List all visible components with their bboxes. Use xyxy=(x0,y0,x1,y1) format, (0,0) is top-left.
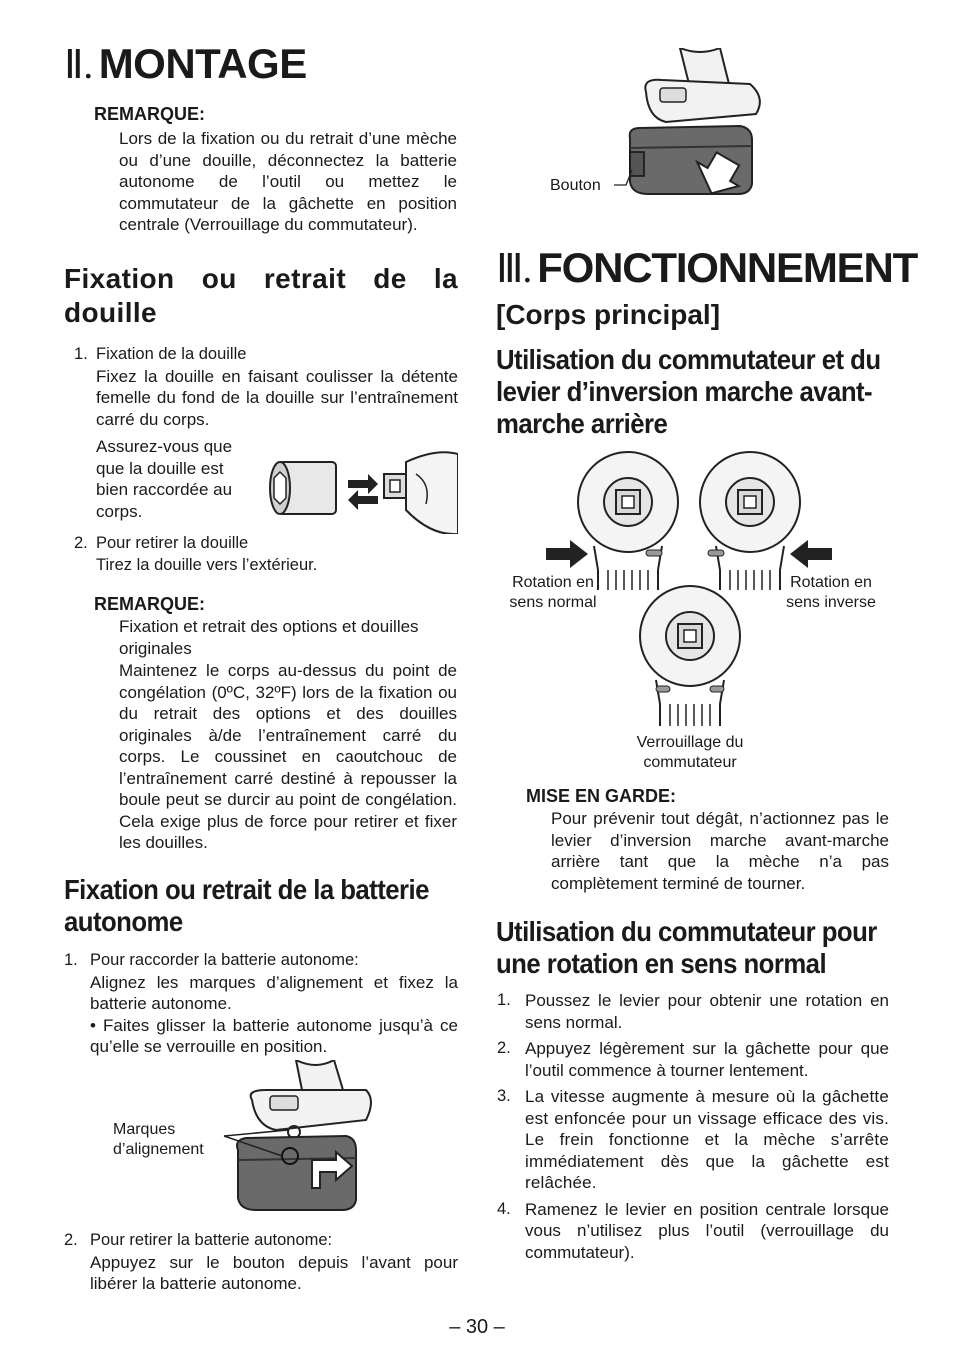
roman-numeral: Ⅲ. xyxy=(496,246,532,291)
douille-list-1 xyxy=(74,344,458,430)
assurez-text: Assurez-vous que que la douille est bien raccordée au corps. xyxy=(96,437,233,521)
heading-commutateur: Utilisation du commutateur et du levier d’inversion marche avant-marche arrière xyxy=(496,344,881,439)
section-title-montage xyxy=(64,40,484,88)
list-item xyxy=(64,950,458,1058)
tool-lock-icon xyxy=(640,586,740,726)
label-rotation-inverse: Rotation en sens inverse xyxy=(786,574,876,611)
item-text: Poussez le levier pour obtenir une rotation en sens normal. xyxy=(525,991,889,1032)
remarque-label: REMARQUE: xyxy=(94,104,205,124)
label-verrouillage: Verrouillage du commutateur xyxy=(636,734,744,771)
list-item xyxy=(497,1038,889,1081)
item-text: Alignez les marques d’alignement et fixez la batterie autonome. xyxy=(90,972,458,1013)
item-text: Appuyez sur le bouton depuis l’avant pour libérer la batterie autonome. xyxy=(90,1252,458,1293)
heading-rotation-normal: Utilisation du commutateur pour une rotation en sens normal xyxy=(496,916,877,979)
list-item xyxy=(497,990,889,1033)
item-title: Pour retirer la douille xyxy=(96,534,249,552)
title-text: MONTAGE xyxy=(98,40,307,87)
mise-en-garde-text: Pour prévenir tout dégât, n’actionnez pas le levier d’inversion marche avant-marche arrière tant que la mèche n’a pas complètement terminé de tourner. xyxy=(551,809,889,893)
list-item xyxy=(64,1230,458,1295)
section-title-fonctionnement xyxy=(496,244,916,292)
item-text: Tirez la douille vers l’extérieur. xyxy=(96,555,318,574)
list-number: 2. xyxy=(497,1039,511,1057)
item-text: Fixez la douille en faisant coulisser la détente femelle du fond de la douille sur l’entraînement carré du corps. xyxy=(96,366,458,429)
normal-list xyxy=(497,990,889,1263)
remarque-text-p1: Fixation et retrait des options et douilles originales xyxy=(119,617,419,658)
title-text: FONCTIONNEMENT xyxy=(537,244,918,291)
list-number: 3. xyxy=(497,1087,511,1105)
remarque-label-2: REMARQUE: xyxy=(94,594,205,614)
socket-illustration xyxy=(266,444,458,534)
battery-attach-illustration xyxy=(216,1060,386,1220)
batterie-list-1 xyxy=(64,950,458,1058)
item-bullet: • Faites glisser la batterie autonome jusqu’à ce qu’elle se verrouille en position. xyxy=(90,1015,458,1056)
list-number: 2. xyxy=(64,1231,78,1249)
list-item xyxy=(74,344,458,430)
list-item xyxy=(497,1086,889,1194)
list-number: 4. xyxy=(497,1199,511,1218)
heading-batterie: Fixation ou retrait de la batterie autonome xyxy=(64,874,429,937)
page-number: – 30 – xyxy=(449,1316,505,1338)
remarque-text: Lors de la fixation ou du retrait d’une mèche ou d’une douille, déconnectez la batterie autonome de l’outil ou mettez le commutateur de la gâchette en position centrale (Verrouillage du commutateur). xyxy=(119,129,457,234)
item-text: La vitesse augmente à mesure où la gâchette est enfoncée pour un vissage efficace des vis. Le frein fonctionne et la mèche s’arrête immédiatement dès que la gâchette est relâchée. xyxy=(525,1087,889,1192)
marques-label: Marques d’alignement xyxy=(113,1121,204,1158)
label-rotation-normal: Rotation en sens normal xyxy=(509,574,597,611)
mise-en-garde-label: MISE EN GARDE: xyxy=(526,786,677,806)
battery-remove-illustration xyxy=(620,48,770,204)
douille-list-2 xyxy=(74,533,458,576)
roman-numeral: Ⅱ. xyxy=(64,42,93,87)
list-item xyxy=(497,1199,889,1264)
item-title: Pour raccorder la batterie autonome: xyxy=(90,951,359,969)
list-number: 1. xyxy=(64,951,78,969)
tool-inverse-icon xyxy=(700,452,832,590)
list-item xyxy=(74,533,458,576)
item-text: Ramenez le levier en position centrale lorsque vous n’utilisez plus l’outil (verrouillage du commutateur). xyxy=(525,1199,889,1262)
bouton-label: Bouton xyxy=(550,177,601,194)
item-text: Appuyez légèrement sur la gâchette pour que l’outil commence à tourner lentement. xyxy=(525,1039,889,1080)
corps-heading: [Corps principal] xyxy=(496,299,721,330)
tool-normal-icon xyxy=(546,452,678,590)
heading-douille: Fixation ou retrait de la douille xyxy=(64,263,458,328)
bouton-leader-line xyxy=(614,168,634,188)
batterie-list-2 xyxy=(64,1230,458,1295)
remarque-text-p2: Maintenez le corps au-dessus du point de congélation (0ºC, 32ºF) lors de la fixation ou du retrait des options et des douilles originales à/de l’entraînement carré du corps. Le coussinet en caoutchouc de l’entraînement carré destiné à repousser la boule peut se durcir au point de congélation. Cela exige plus de force pour retirer et fixer les douilles. xyxy=(119,661,457,852)
list-number: 1. xyxy=(497,991,511,1009)
item-title: Pour retirer la batterie autonome: xyxy=(90,1231,333,1249)
list-number: 2. xyxy=(74,534,88,552)
item-title: Fixation de la douille xyxy=(96,345,247,363)
list-number: 1. xyxy=(74,345,88,363)
